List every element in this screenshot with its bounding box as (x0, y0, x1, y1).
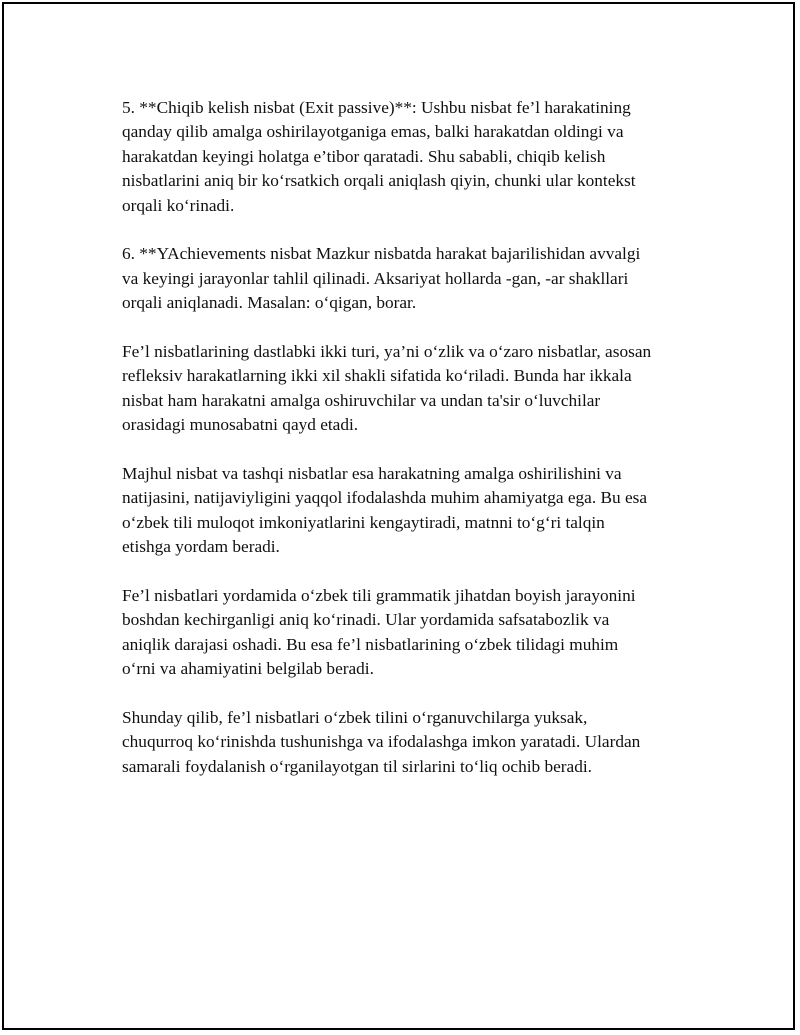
text-line: o‘zbek tili muloqot imkoniyatlarini kengaytiradi, matnni to‘g‘ri talqin (122, 512, 605, 532)
text-line: samarali foydalanish o‘rganilayotgan til sirlarini to‘liq ochib beradi. (122, 756, 592, 776)
paragraph-exit-passive (122, 96, 702, 218)
text-line: 5. **Chiqib kelish nisbat (Exit passive)**: Ushbu nisbat fe’l harakatining (122, 98, 631, 117)
document-body (122, 96, 702, 804)
text-line: nisbat ham harakatni amalga oshiruvchilar va undan ta'sir o‘luvchilar (122, 390, 601, 410)
paragraph-conclusion (122, 706, 702, 779)
text-line: natijasini, natijaviyligini yaqqol ifodalashda muhim ahamiyatga ega. Bu esa (122, 488, 648, 508)
text-line: aniqlik darajasi oshadi. Bu esa fe’l nisbatlarining o‘zbek tilidagi muhim (122, 634, 619, 654)
text-line: refleksiv harakatlarning ikki xil shakli sifatida ko‘riladi. Bunda har ikkala (122, 366, 632, 386)
text-line: Shunday qilib, fe’l nisbatlari o‘zbek tilini o‘rganuvchilarga yuksak, (122, 708, 588, 728)
paragraph-grammar-enrichment (122, 584, 702, 682)
text-line: orqali aniqlanadi. Masalan: o‘qigan, borar. (122, 293, 417, 313)
paragraph-reflexive (122, 340, 702, 438)
text-line: chuqurroq ko‘rinishda tushunishga va ifodalashga imkon yaratadi. Ulardan (122, 732, 641, 752)
text-line: va keyingi jarayonlar tahlil qilinadi. Aksariyat hollarda -gan, -ar shakllari (122, 268, 629, 288)
document-page (2, 2, 795, 1030)
text-line: 6. **YAchievements nisbat Mazkur nisbatda harakat bajarilishidan avvalgi (122, 244, 641, 264)
paragraph-achievements (122, 242, 702, 315)
text-line: orasidagi munosabatni qayd etadi. (122, 415, 359, 435)
text-line: orqali ko‘rinadi. (122, 195, 235, 215)
text-line: qanday qilib amalga oshirilayotganiga emas, balki harakatdan oldingi va (122, 122, 624, 142)
text-line: Fe’l nisbatlari yordamida o‘zbek tili grammatik jihatdan boyish jarayonini (122, 586, 636, 606)
paragraph-passive-causative (122, 462, 702, 560)
text-line: Fe’l nisbatlarining dastlabki ikki turi, ya’ni o‘zlik va o‘zaro nisbatlar, asosan (122, 342, 652, 362)
text-line: etishga yordam beradi. (122, 537, 280, 557)
text-line: boshdan kechirganligi aniq ko‘rinadi. Ular yordamida safsatabozlik va (122, 610, 610, 630)
text-line: Majhul nisbat va tashqi nisbatlar esa harakatning amalga oshirilishini va (122, 464, 622, 484)
text-line: harakatdan keyingi holatga e’tibor qaratadi. Shu sababli, chiqib kelish (122, 146, 606, 166)
text-line: nisbatlarini aniq bir ko‘rsatkich orqali aniqlash qiyin, chunki ular kontekst (122, 171, 636, 191)
text-line: o‘rni va ahamiyatini belgilab beradi. (122, 659, 374, 679)
